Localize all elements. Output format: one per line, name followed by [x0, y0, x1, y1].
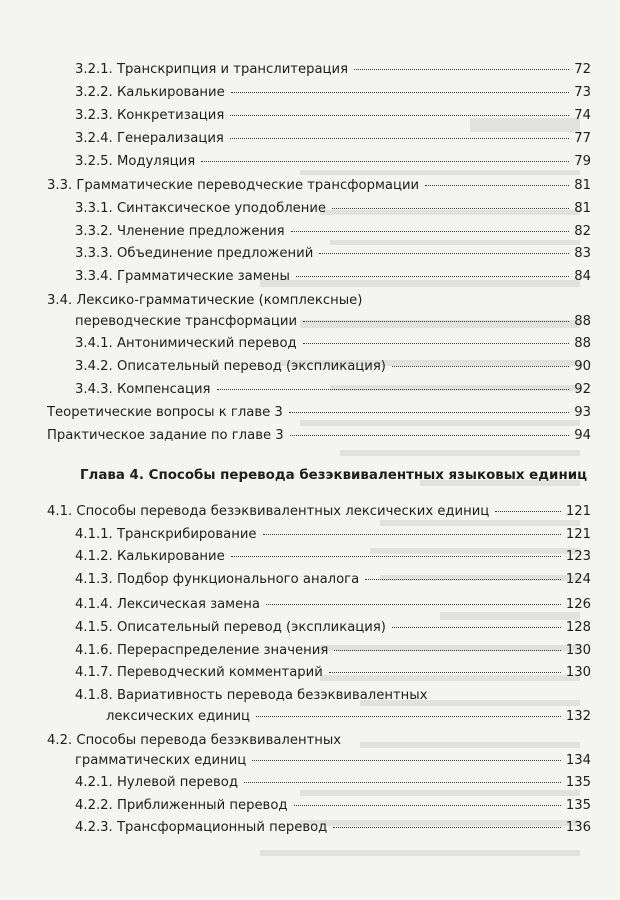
entry-title: 3.3.2. Членение предложения — [75, 224, 285, 239]
entry-title: 4.1.1. Транскрибирование — [75, 527, 257, 542]
toc-entry-3-3-2 — [75, 224, 591, 240]
toc-entry-4-1-1 — [75, 527, 591, 543]
entry-title: Теоретические вопросы к главе 3 — [47, 405, 283, 420]
dot-leader — [289, 412, 569, 413]
toc-entry-3-3 — [47, 178, 591, 194]
dot-leader — [256, 716, 561, 717]
dot-leader — [296, 276, 569, 277]
page-number: 79 — [574, 154, 591, 169]
page-number: 126 — [565, 597, 591, 612]
toc-entry-3-4 — [75, 314, 591, 330]
entry-title: 3.4.3. Компенсация — [75, 382, 211, 397]
page-number: 77 — [574, 131, 591, 146]
page-number: 128 — [565, 620, 591, 635]
page-number: 90 — [574, 359, 591, 374]
dot-leader — [201, 161, 569, 162]
toc-entry-3-4-2 — [75, 359, 591, 375]
page-number: 135 — [565, 775, 591, 790]
page-number: 130 — [565, 643, 591, 658]
entry-title: 4.1.5. Описательный перевод (экспликация) — [75, 620, 386, 635]
toc-entry-3-2-5 — [75, 154, 591, 170]
page-number: 83 — [574, 246, 591, 261]
toc-entry-4-1-8 — [106, 709, 591, 725]
toc-entry-3-4-3 — [75, 382, 591, 398]
dot-leader — [294, 805, 561, 806]
toc-entry-4-1-8-line1: 4.1.8. Вариативность перевода безэквивалентных — [75, 688, 428, 703]
toc-entry-3-3-1 — [75, 201, 591, 217]
page-number: 135 — [565, 798, 591, 813]
page-number: 81 — [574, 201, 591, 216]
page-number: 92 — [574, 382, 591, 397]
dot-leader — [290, 435, 570, 436]
dot-leader — [354, 69, 569, 70]
entry-title: лексических единиц — [106, 709, 250, 724]
entry-title: 4.2.1. Нулевой перевод — [75, 775, 238, 790]
entry-title: 3.2.2. Калькирование — [75, 85, 225, 100]
toc-entry-4-2-line1: 4.2. Способы перевода безэквивалентных — [47, 733, 342, 748]
dot-leader — [266, 604, 561, 605]
dot-leader — [303, 321, 569, 322]
dot-leader — [263, 534, 561, 535]
entry-title: Практическое задание по главе 3 — [47, 428, 284, 443]
page-number: 74 — [574, 108, 591, 123]
toc-entry-3-2-1 — [75, 62, 591, 78]
dot-leader — [365, 579, 561, 580]
dot-leader — [392, 366, 569, 367]
page-number: 130 — [565, 665, 591, 680]
entry-title: 3.4.1. Антонимический перевод — [75, 336, 297, 351]
entry-title: 4.1.2. Калькирование — [75, 549, 225, 564]
entry-title: 3.3.1. Синтаксическое уподобление — [75, 201, 327, 216]
toc-entry-3-4-line1: 3.4. Лексико-грамматические (комплексные) — [47, 293, 363, 308]
page-number: 136 — [565, 820, 591, 835]
dot-leader — [230, 115, 569, 116]
dot-leader — [392, 627, 561, 628]
dot-leader — [230, 138, 569, 139]
toc-entry-4-1-2 — [75, 549, 591, 565]
dot-leader — [332, 208, 569, 209]
toc-entry-4-2-2 — [75, 798, 591, 814]
toc-entry-4-2-1 — [75, 775, 591, 791]
dot-leader — [231, 92, 570, 93]
entry-title: 4.2.2. Приближенный перевод — [75, 798, 288, 813]
dot-leader — [329, 672, 561, 673]
page-number: 88 — [574, 336, 591, 351]
page-number: 121 — [565, 504, 591, 519]
dot-leader — [291, 231, 570, 232]
page-number: 93 — [574, 405, 591, 420]
page-number: 94 — [574, 428, 591, 443]
toc-entry-4-1 — [47, 504, 591, 520]
page-number: 72 — [574, 62, 591, 77]
page-number: 73 — [574, 85, 591, 100]
entry-title: 4.1.4. Лексическая замена — [75, 597, 260, 612]
dot-leader — [319, 253, 569, 254]
entry-title: 4.1.6. Перераспределение значения — [75, 643, 329, 658]
toc-entry-3-2-3 — [75, 108, 591, 124]
toc-entry-questions-3 — [47, 405, 591, 421]
toc-entry-4-1-5 — [75, 620, 591, 636]
toc-entry-3-4-1 — [75, 336, 591, 352]
entry-title: 3.2.3. Конкретизация — [75, 108, 225, 123]
dot-leader — [303, 343, 570, 344]
toc-entry-3-2-2 — [75, 85, 591, 101]
entry-title: 4.1. Способы перевода безэквивалентных лексических единиц — [47, 504, 490, 519]
entry-title: 4.1.7. Переводческий комментарий — [75, 665, 323, 680]
page-number: 123 — [565, 549, 591, 564]
dot-leader — [333, 827, 561, 828]
entry-title: переводческие трансформации — [75, 314, 298, 329]
entry-title: 3.3. Грамматические переводческие трансформации — [47, 178, 420, 193]
toc-entry-3-2-4 — [75, 131, 591, 147]
toc-entry-3-3-4 — [75, 269, 591, 285]
page-number: 81 — [574, 178, 591, 193]
toc-entry-practice-3 — [47, 428, 591, 444]
entry-title: грамматических единиц — [75, 753, 247, 768]
dot-leader — [334, 650, 561, 651]
toc-entry-4-2-3 — [75, 820, 591, 836]
entry-title: 3.4.2. Описательный перевод (экспликация) — [75, 359, 386, 374]
entry-title: 3.2.5. Модуляция — [75, 154, 196, 169]
dot-leader — [244, 782, 561, 783]
toc-entry-4-1-4 — [75, 597, 591, 613]
chapter-4-heading: Глава 4. Способы перевода безэквивалентных языковых единиц — [80, 468, 588, 483]
page-number: 84 — [574, 269, 591, 284]
entry-title: 4.1.3. Подбор функционального аналога — [75, 572, 360, 587]
toc-entry-4-1-3 — [75, 572, 591, 588]
entry-title: 3.2.4. Генерализация — [75, 131, 224, 146]
page-number: 82 — [574, 224, 591, 239]
page-number: 121 — [565, 527, 591, 542]
toc-entry-4-1-7 — [75, 665, 591, 681]
dot-leader — [217, 389, 570, 390]
entry-title: 3.3.3. Объединение предложений — [75, 246, 314, 261]
dot-leader — [425, 185, 569, 186]
page-number: 124 — [565, 572, 591, 587]
entry-title: 4.2.3. Трансформационный перевод — [75, 820, 328, 835]
entry-title: 3.2.1. Транскрипция и транслитерация — [75, 62, 349, 77]
page-number: 132 — [565, 709, 591, 724]
dot-leader — [252, 760, 561, 761]
toc-entry-3-3-3 — [75, 246, 591, 262]
page-number: 88 — [574, 314, 591, 329]
toc-entry-4-2 — [75, 753, 591, 769]
dot-leader — [495, 511, 561, 512]
page-number: 134 — [565, 753, 591, 768]
entry-title: 3.3.4. Грамматические замены — [75, 269, 290, 284]
toc-entry-4-1-6 — [75, 643, 591, 659]
dot-leader — [231, 556, 561, 557]
